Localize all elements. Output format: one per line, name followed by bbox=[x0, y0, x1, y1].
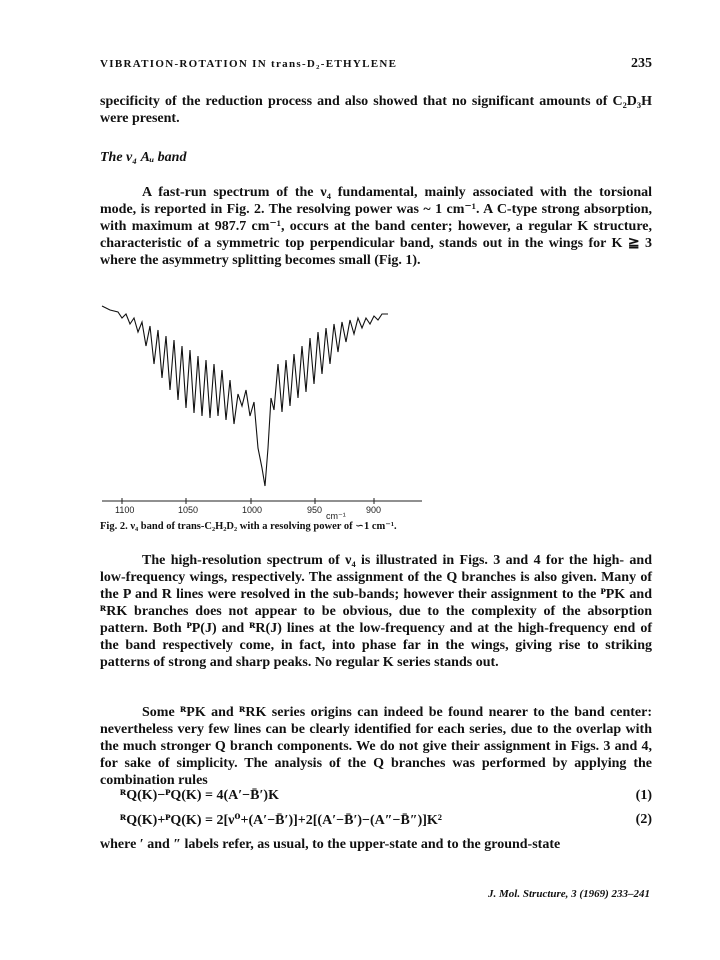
equation-1-text: ᴿQ(K)−ᴾQ(K) = 4(A′−B̄′)K bbox=[120, 788, 279, 803]
paragraph-continuation: specificity of the reduction process and also showed that no significant amounts of C₂D₃H were present. bbox=[100, 94, 652, 126]
tick-label-1000: 1000 bbox=[242, 505, 263, 515]
running-title: VIBRATION-ROTATION IN trans-D₂-ETHYLENE bbox=[100, 58, 398, 70]
equation-1-number: (1) bbox=[635, 788, 652, 803]
paragraph-high-resolution: The high-resolution spectrum of ν₄ is illustrated in Figs. 3 and 4 for the high- and low-frequency wings, respectively. The assignment of the Q branches is also given. Many of the P and R lines were resolved in the sub-bands; however their assignment to the ᴾPK and ᴿRK branches does not appear to be obvious, due to the complexity of the absorption pattern. Both ᴾP(J) and ᴿR(J) lines at the low-frequency and at the high-frequency end of the band respectively come, in fact, into phase far in the wings, giving rise to striking patterns of strong and sharp peaks. No regular K series stands out. bbox=[100, 553, 652, 670]
axis-unit-label: cm⁻¹ bbox=[326, 511, 346, 521]
spectrum-trace bbox=[102, 306, 388, 486]
equation-2 bbox=[120, 812, 652, 829]
tick-label-1100: 1100 bbox=[115, 505, 135, 515]
equation-2-number: (2) bbox=[635, 812, 652, 827]
running-header bbox=[100, 58, 652, 70]
page-number: 235 bbox=[631, 56, 652, 71]
paragraph-series-origins: Some ᴿPK and ᴿRK series origins can indeed be found nearer to the band center: nevertheless very few lines can be clearly identified for each series, due to the overlap with the much stronger Q branch components. We do not give their assignment in Figs. 3 and 4, for sake of simplicity. The analysis of the Q branches was performed by applying the combination rules bbox=[100, 705, 652, 788]
equation-1 bbox=[120, 788, 652, 804]
tick-label-1050: 1050 bbox=[178, 505, 199, 515]
tick-label-950: 950 bbox=[307, 505, 323, 515]
paragraph-band-description: A fast-run spectrum of the ν₄ fundamental, mainly associated with the torsional mode, is reported in Fig. 2. The resolving power was ~ 1 cm⁻¹. A C-type strong absorption, with maximum at 987.7 cm⁻¹, occurs at the band center; however, a regular K structure, characteristic of a symmetric top perpendicular band, stands out in the wings for K ≧ 3 where the asymmetry splitting becomes small (Fig. 1). bbox=[100, 185, 652, 268]
journal-citation: J. Mol. Structure, 3 (1969) 233–241 bbox=[488, 888, 650, 900]
spectrum-figure bbox=[92, 298, 432, 520]
tick-label-900: 900 bbox=[366, 505, 382, 515]
paragraph-where-labels: where ′ and ″ labels refer, as usual, to the upper-state and to the ground-state bbox=[100, 837, 561, 852]
figure-caption: Fig. 2. ν₄ band of trans-C₂H₂D₂ with a resolving power of ∽1 cm⁻¹. bbox=[100, 521, 397, 532]
section-heading: The ν₄ Aᵤ band bbox=[100, 150, 187, 165]
equation-2-text: ᴿQ(K)+ᴾQ(K) = 2[ν⁰+(A′−B̄′)]+2[(A′−B̄′)−(A″−B̄″)]K² bbox=[120, 813, 442, 828]
